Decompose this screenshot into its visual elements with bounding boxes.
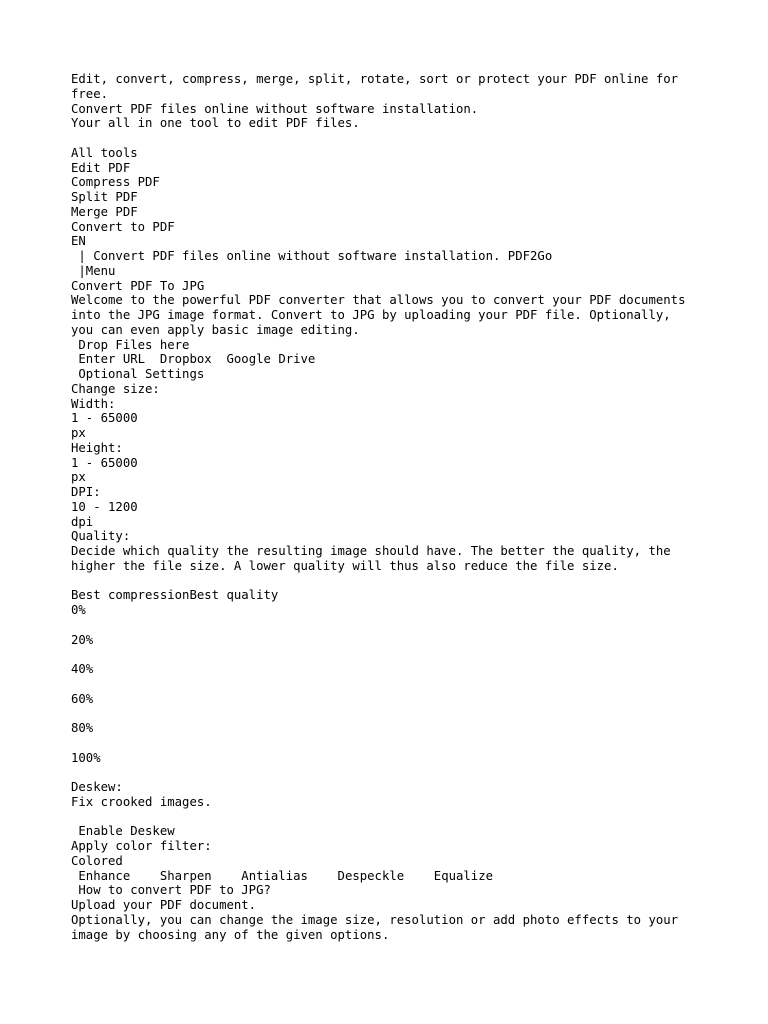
width-label: Width: [71, 396, 116, 411]
dpi-unit: dpi [71, 514, 94, 529]
color-filter-label: Apply color filter: [71, 839, 212, 853]
nav-convert-to-pdf[interactable]: Convert to PDF [71, 219, 175, 234]
antialias-checkbox[interactable]: Antialias [211, 868, 308, 883]
howto-step: image by choosing any of the given options. [71, 927, 390, 942]
description-line: Welcome to the powerful PDF converter that allows you to convert your PDF documents [71, 293, 686, 308]
logo-link[interactable]: | Convert PDF files online without software installation. PDF2Go [71, 249, 553, 263]
spacer [71, 647, 711, 662]
language-selector[interactable]: EN [71, 234, 86, 249]
nav-edit-pdf[interactable]: Edit PDF [71, 160, 131, 175]
dropbox-button[interactable]: Dropbox [145, 352, 212, 367]
nav-split-pdf[interactable]: Split PDF [71, 190, 138, 204]
optional-settings-toggle[interactable]: Optional Settings [71, 367, 205, 381]
equalize-checkbox[interactable]: Equalize [404, 868, 494, 883]
intro-line: Your all in one tool to edit PDF files. [71, 116, 360, 131]
howto-step: Upload your PDF document. [71, 898, 257, 912]
intro-line: Convert PDF files online without software installation. [71, 101, 479, 116]
spacer [71, 810, 711, 825]
page-title: Convert PDF To JPG [71, 278, 205, 293]
intro-line: free. [71, 86, 109, 101]
howto-step: Optionally, you can change the image size, resolution or add photo effects to your [71, 912, 679, 927]
nav-compress-pdf[interactable]: Compress PDF [71, 175, 160, 190]
nav-merge-pdf[interactable]: Merge PDF [71, 204, 138, 219]
spacer [71, 574, 711, 589]
spacer [71, 736, 711, 751]
spacer [71, 765, 711, 780]
quality-tick: 60% [71, 691, 94, 706]
color-filter-select[interactable]: Colored [71, 853, 123, 868]
quality-description: higher the file size. A lower quality will thus also reduce the file size. [71, 558, 619, 573]
quality-tick: 100% [71, 750, 101, 765]
deskew-description: Fix crooked images. [71, 794, 212, 809]
quality-label: Quality: [71, 529, 131, 544]
width-unit: px [71, 426, 86, 440]
height-input[interactable]: 1 - 65000 [71, 455, 138, 470]
deskew-label: Deskew: [71, 780, 123, 794]
enable-deskew-checkbox[interactable]: Enable Deskew [71, 824, 175, 839]
width-input[interactable]: 1 - 65000 [71, 411, 138, 426]
quality-tick: 20% [71, 632, 94, 647]
menu-button[interactable]: |Menu [71, 263, 116, 278]
upload-sources [71, 352, 711, 367]
description-line: into the JPG image format. Convert to JPG by uploading your PDF file. Optionally, [71, 308, 671, 322]
quality-description: Decide which quality the resulting image should have. The better the quality, the [71, 544, 671, 558]
quality-tick: 80% [71, 721, 94, 735]
dpi-label: DPI: [71, 485, 101, 499]
effects-row [71, 869, 711, 884]
nav-all-tools[interactable]: All tools [71, 145, 138, 160]
google-drive-button[interactable]: Google Drive [211, 352, 316, 367]
spacer [71, 131, 711, 146]
quality-tick: 40% [71, 662, 94, 676]
change-size-label: Change size: [71, 381, 160, 396]
description-line: you can even apply basic image editing. [71, 322, 360, 337]
howto-heading: How to convert PDF to JPG? [71, 883, 271, 898]
spacer [71, 677, 711, 692]
enter-url-button[interactable]: Enter URL [71, 352, 146, 367]
drop-files-area[interactable]: Drop Files here [71, 337, 190, 352]
quality-slider-scale[interactable]: Best compressionBest quality [71, 588, 279, 603]
intro-line: Edit, convert, compress, merge, split, rotate, sort or protect your PDF online for [71, 72, 679, 86]
sharpen-checkbox[interactable]: Sharpen [130, 868, 212, 883]
spacer [71, 706, 711, 721]
height-unit: px [71, 470, 86, 485]
quality-tick: 0% [71, 603, 86, 617]
dpi-input[interactable]: 10 - 1200 [71, 499, 138, 514]
spacer [71, 618, 711, 633]
enhance-checkbox[interactable]: Enhance [71, 868, 131, 883]
despeckle-checkbox[interactable]: Despeckle [307, 868, 405, 883]
height-label: Height: [71, 440, 123, 455]
